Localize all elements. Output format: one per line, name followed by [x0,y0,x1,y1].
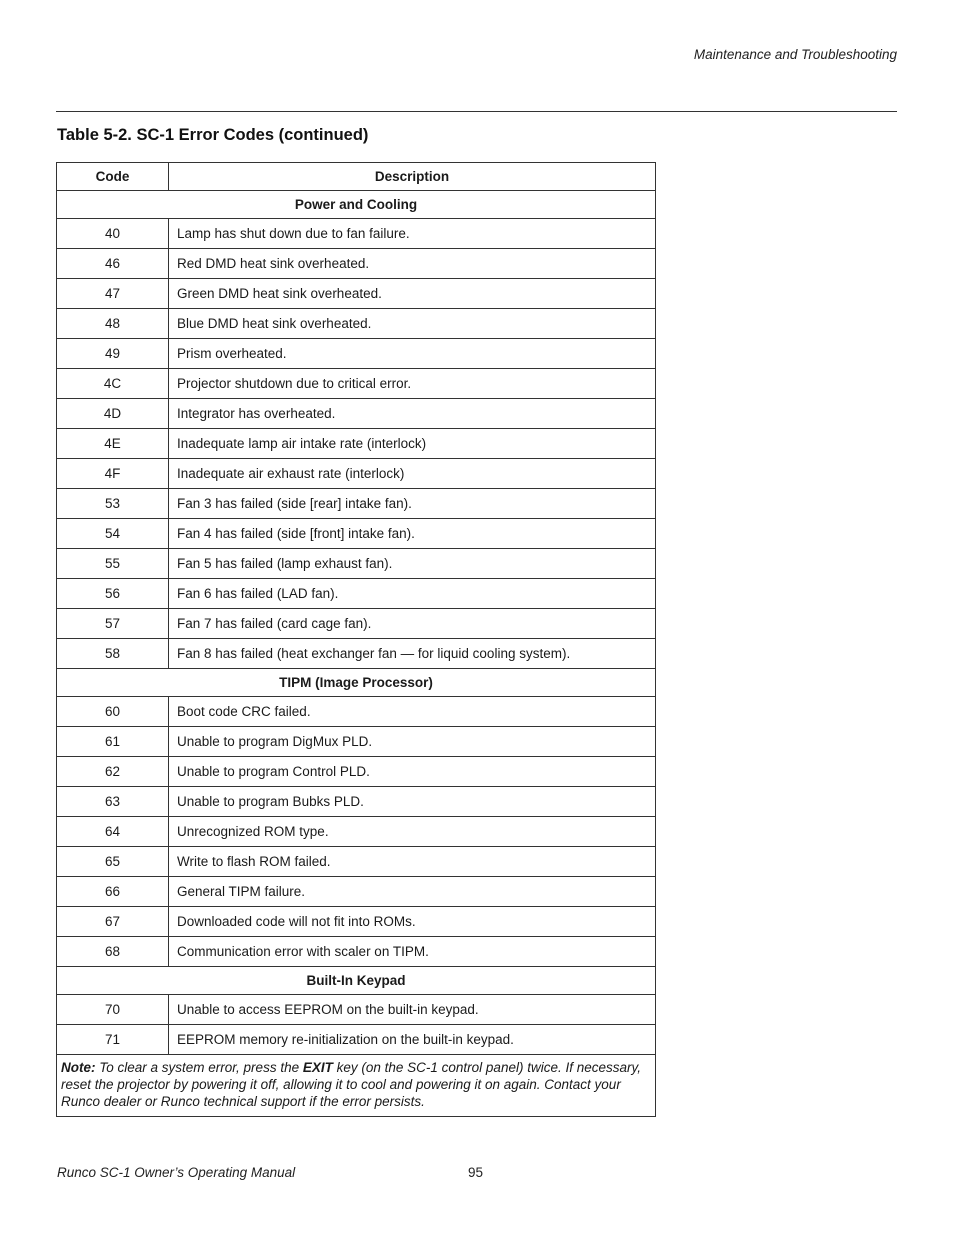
error-code-cell: 4D [57,399,169,429]
error-description-cell: Unable to program Control PLD. [169,757,656,787]
table-row [57,727,656,757]
table-title: Table 5-2. SC-1 Error Codes (continued) [57,126,369,144]
error-codes-table [56,162,656,1117]
section-heading-row [57,669,656,697]
error-description-cell: Fan 3 has failed (side [rear] intake fan). [169,489,656,519]
table-row [57,219,656,249]
error-code-cell: 56 [57,579,169,609]
table-row [57,339,656,369]
error-description-cell: Projector shutdown due to critical error. [169,369,656,399]
error-description-cell: Unable to access EEPROM on the built-in keypad. [169,995,656,1025]
table-row [57,429,656,459]
error-description-cell: Downloaded code will not fit into ROMs. [169,907,656,937]
error-code-cell: 54 [57,519,169,549]
error-description-cell: Fan 8 has failed (heat exchanger fan — for liquid cooling system). [169,639,656,669]
error-code-cell: 65 [57,847,169,877]
table-row [57,907,656,937]
note-row [57,1055,656,1117]
error-description-cell: Fan 4 has failed (side [front] intake fan). [169,519,656,549]
table-row [57,639,656,669]
error-description-cell: Inadequate air exhaust rate (interlock) [169,459,656,489]
table-row [57,279,656,309]
error-description-cell: Fan 6 has failed (LAD fan). [169,579,656,609]
error-code-cell: 67 [57,907,169,937]
error-code-cell: 70 [57,995,169,1025]
note-label: Note: [61,1060,96,1075]
column-header-code: Code [57,163,169,191]
error-code-cell: 4F [57,459,169,489]
exit-key-label: EXIT [302,1060,333,1075]
error-code-cell: 68 [57,937,169,967]
note-text [57,1055,656,1117]
header-rule [56,111,897,112]
section-heading-row [57,191,656,219]
error-code-cell: 64 [57,817,169,847]
table-row [57,757,656,787]
error-description-cell: EEPROM memory re-initialization on the built-in keypad. [169,1025,656,1055]
table-row [57,459,656,489]
error-code-cell: 4C [57,369,169,399]
table-row [57,489,656,519]
error-code-cell: 48 [57,309,169,339]
footer-manual-title: Runco SC-1 Owner’s Operating Manual [57,1165,296,1180]
error-code-cell: 47 [57,279,169,309]
table-row [57,847,656,877]
table-row [57,697,656,727]
section-heading: Built-In Keypad [57,967,656,995]
running-head: Maintenance and Troubleshooting [693,47,897,62]
error-code-cell: 53 [57,489,169,519]
error-code-cell: 61 [57,727,169,757]
table-header-row [57,163,656,191]
error-code-cell: 55 [57,549,169,579]
error-description-cell: Fan 7 has failed (card cage fan). [169,609,656,639]
table-row [57,1025,656,1055]
table-row [57,817,656,847]
error-description-cell: Lamp has shut down due to fan failure. [169,219,656,249]
error-description-cell: Green DMD heat sink overheated. [169,279,656,309]
table-row [57,309,656,339]
error-description-cell: Write to flash ROM failed. [169,847,656,877]
error-code-cell: 58 [57,639,169,669]
error-description-cell: Integrator has overheated. [169,399,656,429]
table-row [57,579,656,609]
section-heading: Power and Cooling [57,191,656,219]
error-code-cell: 60 [57,697,169,727]
error-description-cell: Unrecognized ROM type. [169,817,656,847]
page-number: 95 [468,1165,484,1180]
error-description-cell: Boot code CRC failed. [169,697,656,727]
error-code-cell: 49 [57,339,169,369]
error-description-cell: Communication error with scaler on TIPM. [169,937,656,967]
error-code-cell: 66 [57,877,169,907]
table-row [57,609,656,639]
error-description-cell: Blue DMD heat sink overheated. [169,309,656,339]
error-description-cell: Unable to program Bubks PLD. [169,787,656,817]
error-description-cell: Fan 5 has failed (lamp exhaust fan). [169,549,656,579]
table-row [57,249,656,279]
error-description-cell: Unable to program DigMux PLD. [169,727,656,757]
column-header-description: Description [169,163,656,191]
error-description-cell: General TIPM failure. [169,877,656,907]
error-code-cell: 40 [57,219,169,249]
error-code-cell: 62 [57,757,169,787]
error-description-cell: Inadequate lamp air intake rate (interlock) [169,429,656,459]
error-description-cell: Prism overheated. [169,339,656,369]
error-code-cell: 71 [57,1025,169,1055]
error-code-cell: 63 [57,787,169,817]
section-heading-row [57,967,656,995]
table-row [57,937,656,967]
error-code-cell: 4E [57,429,169,459]
table-row [57,549,656,579]
table-row [57,519,656,549]
error-description-cell: Red DMD heat sink overheated. [169,249,656,279]
table-row [57,787,656,817]
table-body [57,191,656,1117]
note-text-after: key (on the SC-1 control panel) twice. If necessary, reset the projector by powering it off, allowing it to cool and powering it on again. Contact your Runco dealer or Runco technical support if the error persists. [61,1060,641,1109]
table-row [57,877,656,907]
table-row [57,995,656,1025]
error-code-cell: 46 [57,249,169,279]
table-row [57,369,656,399]
section-heading: TIPM (Image Processor) [57,669,656,697]
note-text-before: To clear a system error, press the [95,1060,303,1075]
table-row [57,399,656,429]
error-code-cell: 57 [57,609,169,639]
